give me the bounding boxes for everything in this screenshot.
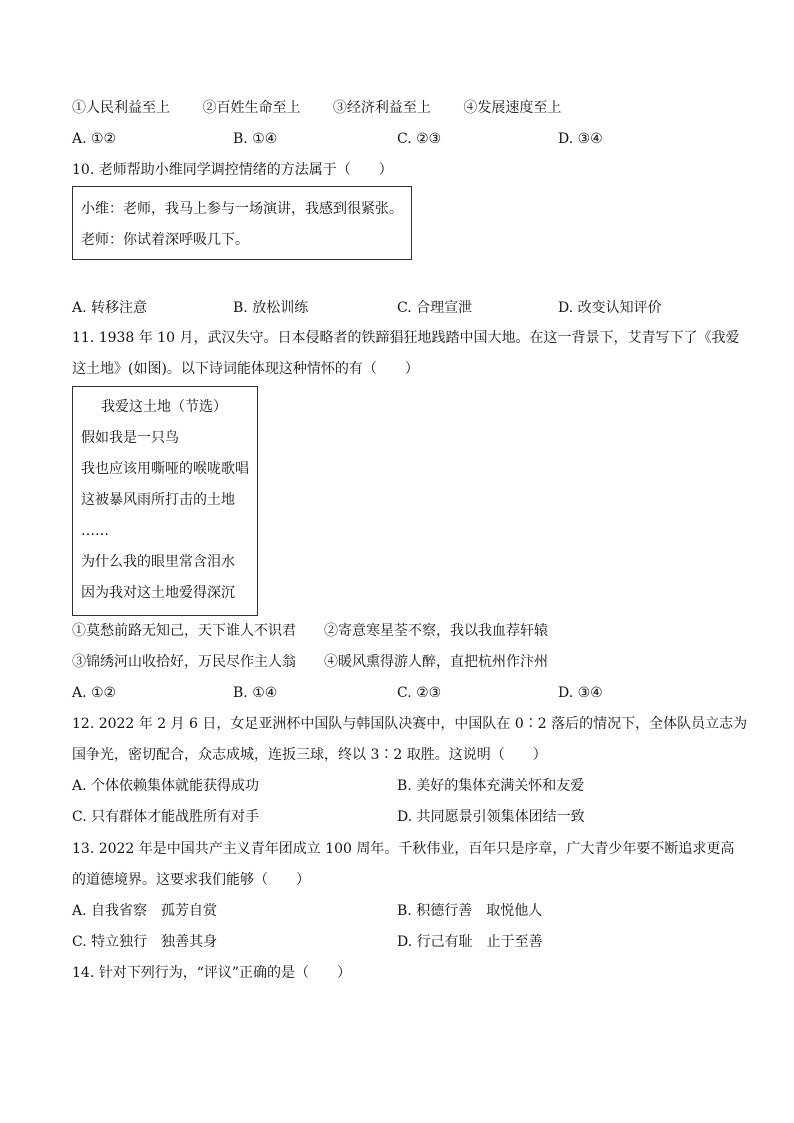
q9-statement-4: ④发展速度至上 (463, 100, 562, 116)
q11-poem-line-1: 假如我是一只鸟 (81, 430, 179, 446)
q12-option-a: A. 个体依赖集体就能获得成功 (72, 778, 260, 794)
q11-stem-line-1: 11. 1938 年 10 月，武汉失守。日本侵略者的铁蹄猖狂地践踏中国大地。在这一背景下，艾青写下了《我爱 (72, 330, 740, 346)
q12-option-b: B. 美好的集体充满关怀和友爱 (397, 778, 585, 794)
q11-poem-box (72, 386, 258, 616)
q13-option-c: C. 特立独行 独善其身 (72, 934, 218, 950)
q11-statement-4: ④暖风熏得游人醉，直把杭州作汴州 (324, 654, 548, 670)
q9-option-c: C. ②③ (397, 131, 442, 147)
q10-dialog-box (72, 186, 412, 260)
q9-option-a: A. ①② (72, 131, 117, 147)
q11-option-c: C. ②③ (397, 685, 442, 701)
q11-stem-line-2: 这土地》(如图)。以下诗词能体现这种情怀的有（ ） (72, 361, 419, 377)
q11-poem-line-2: 我也应该用嘶哑的喉咙歌唱 (81, 461, 249, 477)
q12-option-d: D. 共同愿景引领集体团结一致 (397, 809, 585, 825)
q10-dialog-line-1: 小维：老师，我马上参与一场演讲，我感到很紧张。 (81, 201, 403, 217)
q10-option-a: A. 转移注意 (72, 300, 148, 316)
q11-option-d: D. ③④ (558, 685, 603, 701)
q10-dialog-line-2: 老师：你试着深呼吸几下。 (81, 232, 249, 248)
q12-option-c: C. 只有群体才能战胜所有对手 (72, 809, 260, 825)
q10-option-d: D. 改变认知评价 (558, 300, 662, 316)
q11-poem-ellipsis: …… (81, 523, 109, 539)
q11-poem-line-4: 为什么我的眼里常含泪水 (81, 554, 235, 570)
q11-statement-1: ①莫愁前路无知己，天下谁人不识君 (72, 623, 296, 639)
q9-option-d: D. ③④ (558, 131, 603, 147)
q13-option-a: A. 自我省察 孤芳自赏 (72, 903, 218, 919)
q11-option-a: A. ①② (72, 685, 117, 701)
q9-option-b: B. ①④ (233, 131, 278, 147)
q13-option-d: D. 行己有耻 止于至善 (397, 934, 543, 950)
q11-poem-line-5: 因为我对这土地爱得深沉 (81, 585, 235, 601)
q10-stem: 10. 老师帮助小维同学调控情绪的方法属于（ ） (72, 162, 393, 178)
q10-option-b: B. 放松训练 (233, 300, 309, 316)
q12-stem-line-2: 国争光，密切配合，众志成城，连扳三球，终以 3∶2 取胜。这说明（ ） (72, 747, 547, 763)
q14-stem: 14. 针对下列行为，“评议”正确的是（ ） (72, 965, 352, 981)
q10-option-c: C. 合理宣泄 (397, 300, 473, 316)
q12-stem-line-1: 12. 2022 年 2 月 6 日，女足亚洲杯中国队与韩国队决赛中，中国队在 0∶2 落后的情况下，全体队员立志为 (72, 716, 748, 732)
q13-stem-line-2: 的道德境界。这要求我们能够（ ） (72, 872, 310, 888)
q11-poem-line-3: 这被暴风雨所打击的土地 (81, 492, 235, 508)
q11-statement-2: ②寄意寒星荃不察，我以我血荐轩辕 (324, 623, 548, 639)
q13-stem-line-1: 13. 2022 年是中国共产主义青年团成立 100 周年。千秋伟业，百年只是序章，广大青少年要不断追求更高 (72, 841, 735, 857)
q11-statement-3: ③锦绣河山收拾好，万民尽作主人翁 (72, 654, 296, 670)
q9-statement-1: ①人民利益至上 (72, 100, 170, 116)
q11-poem-title: 我爱这土地（节选） (101, 399, 227, 415)
q11-option-b: B. ①④ (233, 685, 278, 701)
q9-statements (72, 98, 589, 118)
q9-statement-2: ②百姓生命至上 (202, 100, 301, 116)
q9-statement-3: ③经济利益至上 (332, 100, 431, 116)
q13-option-b: B. 积德行善 取悦他人 (397, 903, 543, 919)
